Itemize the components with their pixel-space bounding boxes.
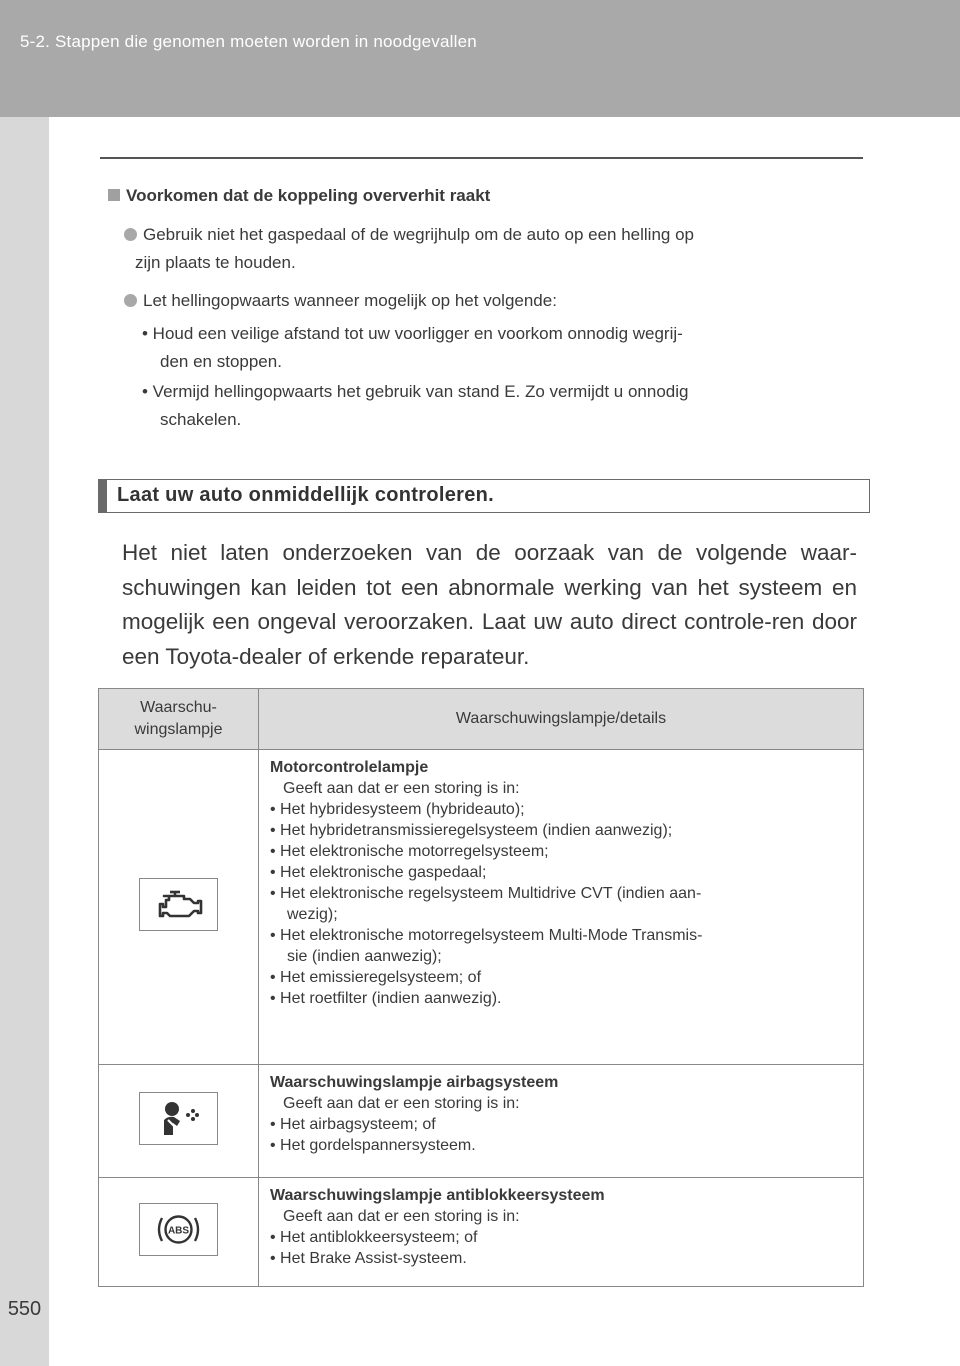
engine-check-icon [139, 878, 218, 931]
table-header-details: Waarschuwingslampje/details [259, 689, 864, 750]
note-heading [108, 186, 490, 206]
detail-line: • Het elektronische regelsysteem Multidrive CVT (indien aan- wezig); [270, 885, 702, 923]
table-header-light [99, 689, 259, 750]
airbag-icon [139, 1092, 218, 1145]
detail-line: • Het airbagsysteem; of [270, 1116, 436, 1133]
table-row [99, 750, 864, 1065]
circle-bullet-icon [124, 294, 137, 307]
abs-icon [139, 1203, 218, 1256]
detail-line: • Het roetfilter (indien aanwezig). [270, 990, 502, 1007]
header-band [0, 0, 960, 117]
table-detail-cell [259, 1178, 864, 1287]
detail-intro: Geeft aan dat er een storing is in: [283, 780, 520, 797]
top-rule [100, 157, 863, 159]
note-sub-item-1-line2: den en stoppen. [160, 352, 282, 371]
running-head: 5-2. Stappen die genomen moeten worden in noodgevallen [20, 32, 477, 51]
detail-title: Waarschuwingslampje antiblokkeersysteem [270, 1187, 605, 1204]
detail-intro: Geeft aan dat er een storing is in: [283, 1208, 520, 1225]
table-row [99, 1065, 864, 1178]
detail-line: • Het hybridesysteem (hybrideauto); [270, 801, 525, 818]
warning-light-table [98, 688, 864, 1287]
table-row [99, 1178, 864, 1287]
table-header-light-line1: Waarschu- [140, 699, 217, 716]
detail-title: Motorcontrolelampje [270, 759, 429, 776]
square-bullet-icon [108, 189, 120, 201]
note-bullet-2-line1: Let hellingopwaarts wanneer mogelijk op het volgende: [143, 291, 557, 310]
detail-line: • Het elektronische motorregelsysteem; [270, 843, 549, 860]
detail-line: • Het antiblokkeersysteem; of [270, 1229, 478, 1246]
detail-line: • Het emissieregelsysteem; of [270, 969, 482, 986]
detail-line: • Het elektronische gaspedaal; [270, 864, 487, 881]
note-sub-item-2 [142, 378, 857, 434]
table-icon-cell [99, 750, 259, 1065]
page-number: 550 [7, 1298, 42, 1320]
note-sub-item-1-line1: • Houd een veilige afstand tot uw voorligger en voorkom onnodig wegrij- [142, 324, 683, 343]
svg-text:ABS: ABS [167, 1225, 190, 1237]
section-title: Laat uw auto onmiddellijk controleren. [117, 484, 494, 506]
detail-line: • Het hybridetransmissieregelsysteem (indien aanwezig); [270, 822, 673, 839]
note-sub-item-1 [142, 320, 857, 376]
table-header-light-line2: wingslampje [134, 721, 223, 738]
note-heading-text: Voorkomen dat de koppeling oververhit raakt [126, 186, 491, 205]
table-detail-cell [259, 750, 864, 1065]
detail-line: • Het gordelspannersysteem. [270, 1137, 476, 1154]
table-detail-cell [259, 1065, 864, 1178]
note-sub-item-2-line2: schakelen. [160, 410, 242, 429]
note-bullet-1-line1: Gebruik niet het gaspedaal of de wegrijhulp om de auto op een helling op [143, 225, 694, 244]
note-bullet-1-line2: zijn plaats te houden. [135, 253, 296, 272]
detail-line: • Het elektronische motorregelsysteem Multi-Mode Transmis- sie (indien aanwezig); [270, 927, 703, 965]
note-bullet-2 [124, 287, 854, 315]
note-sub-item-2-line1: • Vermijd hellingopwaarts het gebruik van stand E. Zo vermijdt u onnodig [142, 382, 689, 401]
table-header-row [99, 689, 864, 750]
detail-intro: Geeft aan dat er een storing is in: [283, 1095, 520, 1112]
section-intro: Het niet laten onderzoeken van de oorzaak van de volgende waar-schuwingen kan leiden tot een abnormale werking van het systeem en mogelijk een ongeval veroorzaken. Laat uw auto direct controle-ren door een Toyota-dealer of erkende reparateur. [122, 540, 857, 669]
detail-line: • Het Brake Assist-systeem. [270, 1250, 467, 1267]
section-title-box [98, 479, 870, 513]
circle-bullet-icon [124, 228, 137, 241]
note-bullet-1 [124, 221, 854, 277]
detail-title: Waarschuwingslampje airbagsysteem [270, 1074, 559, 1091]
table-icon-cell [99, 1065, 259, 1178]
left-margin-band [0, 117, 49, 1366]
table-icon-cell [99, 1178, 259, 1287]
